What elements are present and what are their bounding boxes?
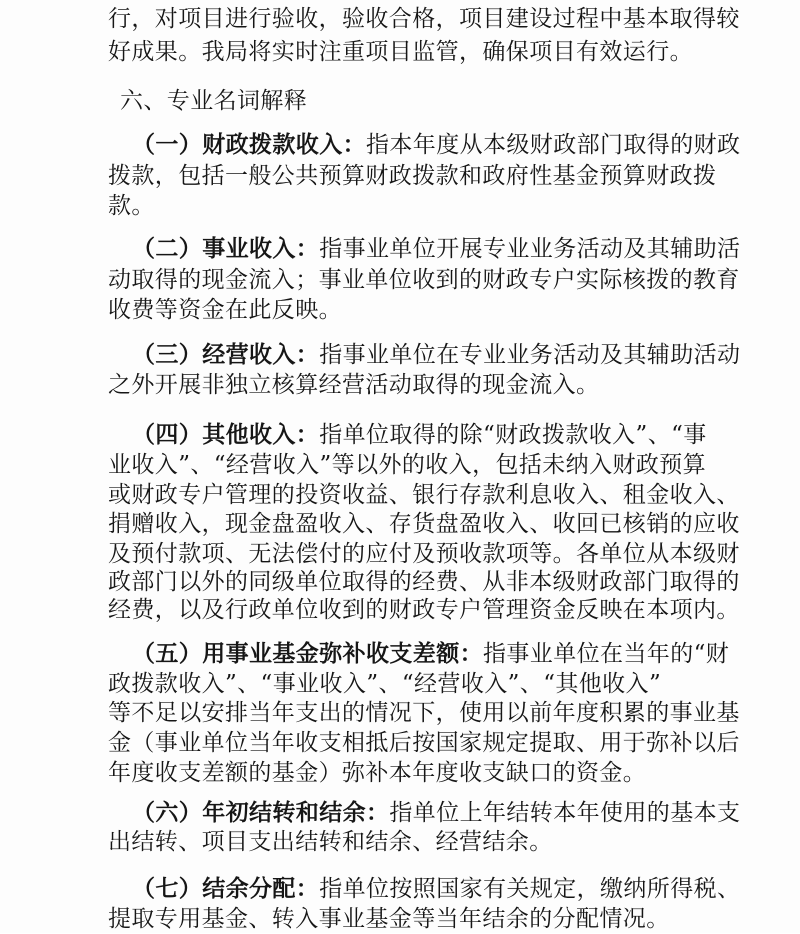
- term-paragraph-line: 业收入”、“经营收入”等以外的收入，包括未纳入财政预算: [108, 452, 707, 478]
- term-paragraph-line: 年度收支差额的基金）弥补本年度收支缺口的资金。: [108, 760, 647, 786]
- term-paragraph-line: 及预付款项、无法偿付的应付及预收款项等。各单位从本级财: [108, 541, 740, 567]
- term-paragraph-line: 等不足以安排当年支出的情况下，使用以前年度积累的事业基: [108, 700, 740, 726]
- term-paragraph-line: 款。: [108, 193, 155, 219]
- term-paragraph-first-line: [132, 639, 729, 669]
- section-heading: 六、专业名词解释: [120, 88, 308, 114]
- intro-line: 好成果。我局将实时注重项目监管，确保项目有效运行。: [108, 39, 693, 65]
- term-text: 指单位上年结转本年使用的基本支: [389, 800, 741, 826]
- term-paragraph-line: 政部门以外的同级单位取得的经费、从非本级财政部门取得的: [108, 569, 740, 595]
- term-label: （二）事业收入：: [132, 235, 320, 262]
- term-paragraph-line: 之外开展非独立核算经营活动取得的现金流入。: [108, 372, 600, 398]
- term-paragraph-first-line: [132, 798, 740, 828]
- term-paragraph-line: 拨款，包括一般公共预算财政拨款和政府性基金预算财政拨: [108, 163, 717, 189]
- term-label: （四）其他收入：: [132, 421, 320, 448]
- term-paragraph-line: 出结转、项目支出结转和结余、经营结余。: [108, 829, 553, 855]
- term-text: 指事业单位开展专业业务活动及其辅助活: [319, 236, 741, 262]
- term-paragraph-line: 经费，以及行政单位收到的财政专户管理资金反映在本项内。: [108, 597, 740, 623]
- term-text: 指事业单位在当年的“财: [483, 641, 730, 667]
- term-paragraph-line: 政拨款收入”、“事业收入”、“经营收入”、“其他收入”: [108, 671, 662, 697]
- term-paragraph-first-line: [132, 420, 707, 450]
- term-text: 指单位取得的除“财政拨款收入”、“事: [319, 422, 707, 448]
- term-label: （三）经营收入：: [132, 341, 320, 368]
- term-text: 指事业单位在专业业务活动及其辅助活动: [319, 342, 741, 368]
- term-paragraph-first-line: [132, 340, 740, 370]
- term-paragraph-line: 金（事业单位当年收支相抵后按国家规定提取、用于弥补以后: [108, 730, 740, 756]
- term-label: （五）用事业基金弥补收支差额：: [132, 640, 483, 667]
- term-paragraph-line: 提取专用基金、转入事业基金等当年结余的分配情况。: [108, 906, 670, 932]
- intro-line: 行，对项目进行验收，验收合格，项目建设过程中基本取得较: [108, 6, 740, 32]
- term-paragraph-first-line: [132, 130, 740, 160]
- term-text: 指单位按照国家有关规定，缴纳所得税、: [319, 876, 741, 902]
- term-label: （七）结余分配：: [132, 875, 320, 902]
- term-paragraph-first-line: [132, 234, 740, 264]
- term-text: 指本年度从本级财政部门取得的财政: [366, 132, 741, 158]
- term-paragraph-line: 动取得的现金流入；事业单位收到的财政专户实际核拨的教育: [108, 267, 740, 293]
- term-paragraph-line: 或财政专户管理的投资收益、银行存款利息收入、租金收入、: [108, 482, 740, 508]
- term-paragraph-first-line: [132, 874, 740, 904]
- term-label: （一）财政拨款收入：: [132, 131, 366, 158]
- term-paragraph-line: 捐赠收入，现金盘盈收入、存货盘盈收入、收回已核销的应收: [108, 511, 740, 537]
- term-label: （六）年初结转和结余：: [132, 799, 390, 826]
- term-paragraph-line: 收费等资金在此反映。: [108, 297, 342, 323]
